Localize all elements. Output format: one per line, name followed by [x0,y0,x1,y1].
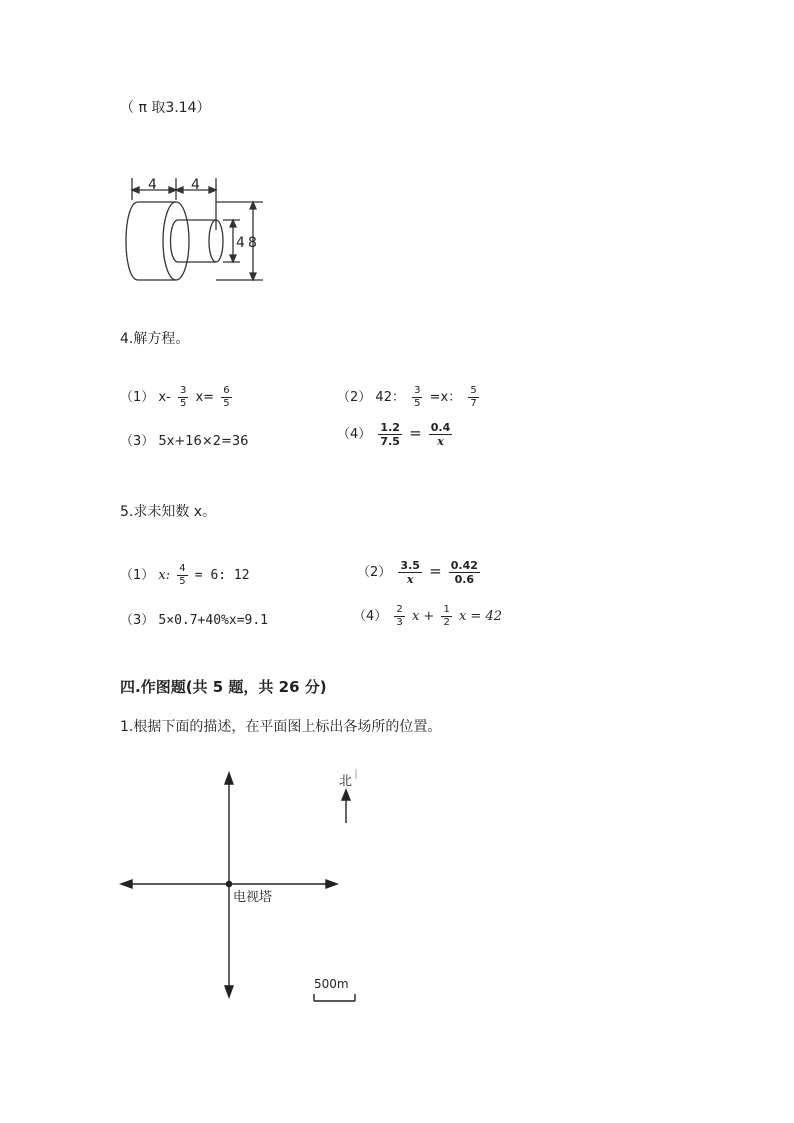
expr-part: x- [158,390,171,405]
fraction-numerator: 0.4 [430,421,451,434]
q4-problem-3 [120,430,248,449]
fraction-denominator: 7 [470,398,477,409]
q4-problem-1 [120,386,235,409]
fraction-denominator: 5 [223,398,230,409]
dim-top-left: 4 [148,177,157,193]
q5-problem-4 [353,605,502,628]
problem-number: （1） [120,568,155,583]
fraction-numerator: 2 [396,604,403,615]
q5-problem-3 [120,609,268,628]
expr-part: x: [158,568,171,583]
expr-part: x= [195,390,215,405]
problem-number: （2） [357,565,392,580]
fraction-denominator: 5 [179,576,186,587]
expr-part: x = 42 [458,609,502,624]
problem-number: （4） [353,609,388,624]
dim-inner-height: 4 [236,235,245,251]
fraction-numerator: 5 [470,385,477,396]
fraction-numerator: 4 [179,563,186,574]
fraction-numerator: 6 [223,385,230,396]
expr-part: = 6: 12 [194,568,250,583]
fraction-denominator: x [437,435,444,448]
fraction-numerator: 0.42 [450,559,478,572]
cylinder-figure [118,170,278,290]
fraction-denominator: x [406,573,414,586]
problem-number: （3） [120,613,155,628]
expr-part: 5x+16×2=36 [158,434,249,449]
tv-tower-label: 电视塔 [233,890,273,905]
fraction-denominator: 5 [179,398,187,409]
q4-problem-4 [337,422,455,447]
fraction-denominator: 3 [396,617,403,628]
fraction-numerator: 3 [414,385,421,396]
q5-problem-2 [357,560,483,585]
north-label: 北 [339,774,353,789]
fraction-denominator: 5 [414,398,421,409]
fraction-numerator: 1 [443,604,450,615]
fraction-numerator: 3 [179,385,187,396]
equals-sign: = [409,424,422,442]
q4-problem-2 [337,386,482,409]
expr-part: 5×0.7+40%x=9.1 [158,613,268,628]
q4-title: 4.解方程。 [120,331,190,347]
problem-number: （4） [337,427,372,442]
q5-title: 5.求未知数 x。 [120,504,217,520]
section-title: 四.作图题(共 5 题，共 26 分) [120,678,327,696]
fraction-denominator: 2 [443,617,450,628]
expr-part: x + [411,609,435,624]
s4-question-1: 1.根据下面的描述，在平面图上标出各场所的位置。 [120,719,442,735]
expr-part: 42： [375,390,405,405]
fraction-denominator: 7.5 [380,435,400,448]
pi-note: （ π 取3.14） [120,100,211,116]
map-figure [115,765,375,1010]
dim-outer-height: 8 [248,235,257,251]
fraction-numerator: 1.2 [380,421,400,434]
problem-number: （3） [120,434,155,449]
fraction-numerator: 3.5 [400,559,420,572]
q5-problem-1 [120,564,250,587]
fraction-denominator: 0.6 [454,573,475,586]
dim-top-right: 4 [191,177,200,193]
scale-label: 500m [314,977,349,991]
equals-sign: = [429,562,442,580]
problem-number: （2） [337,390,372,405]
problem-number: （1） [120,390,155,405]
expr-part: =x： [429,390,462,405]
